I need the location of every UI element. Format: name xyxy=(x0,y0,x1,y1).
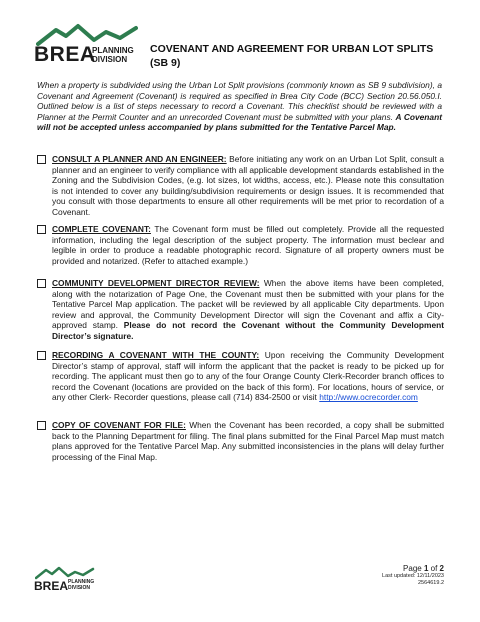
logo-brea-text: BREA xyxy=(34,43,96,66)
document-footer xyxy=(34,566,446,606)
item-text: When the above items have been completed, along with the notarization of Page One, the Covenant must then be submitted with your plans for the Tentative Parcel Map application. The packet will be reviewed by all applicable City departments. Upon review and approval, the Community Development Director will sign the Covenant and affix a City-approved stamp. xyxy=(52,278,444,331)
footer-division-text xyxy=(68,579,94,591)
page-total: 2 xyxy=(439,564,444,573)
footer-sub-line-1: PLANNING xyxy=(68,579,95,585)
of-word: of xyxy=(430,564,438,573)
intro-text: When a property is subdivided using the Urban Lot Split provisions (commonly known as SB 9 subdivision), a Covenant and Agreement (Covenant) is required as specified in Brea City Code (BCC) Section 20.56.050.I. Outlined below is a list of steps necessary to record a Covenant. This checklist should be reviewed with a Planner at the Permit Counter and an unrecorded Covenant must be submitted with your plans. xyxy=(37,80,442,122)
logo-sub-line-1: PLANNING xyxy=(92,46,134,55)
title-line-2: (SB 9) xyxy=(150,57,181,69)
logo-sub-line-2: DIVISION xyxy=(92,55,128,64)
item-title: COPY OF COVENANT FOR FILE: xyxy=(52,420,186,430)
page-word: Page xyxy=(403,564,422,573)
checkbox[interactable] xyxy=(37,155,46,164)
checklist-item-director-review xyxy=(37,278,444,342)
item-title: RECORDING A COVENANT WITH THE COUNTY: xyxy=(52,350,260,360)
last-updated: Last updated: 12/11/2023 xyxy=(382,573,444,579)
ocrecorder-link[interactable]: http://www.ocrecorder.com xyxy=(319,392,418,403)
checklist-item-complete-covenant xyxy=(37,224,444,266)
page-num: 1 xyxy=(423,564,429,573)
page-number xyxy=(382,564,444,573)
title-line-1: COVENANT AND AGREEMENT FOR URBAN LOT SPLITS xyxy=(150,43,434,55)
checkbox[interactable] xyxy=(37,225,46,234)
footer-brea-text: BREA xyxy=(34,579,69,593)
footer-sub-line-2: DIVISION xyxy=(68,585,90,591)
footer-logo xyxy=(34,566,114,596)
intro-paragraph xyxy=(37,80,442,133)
item-title: CONSULT A PLANNER AND AN ENGINEER: xyxy=(52,154,227,164)
doc-id: 2564619.2 xyxy=(418,580,444,586)
item-title: COMMUNITY DEVELOPMENT DIRECTOR REVIEW: xyxy=(52,278,260,288)
checkbox[interactable] xyxy=(37,279,46,288)
document-title xyxy=(150,42,433,70)
item-title: COMPLETE COVENANT: xyxy=(52,224,151,234)
item-text: Before initiating any work on an Urban Lot Split, consult a planner and an engineer to verify compliance with all applicable development standards established in the Zoning and the Subdivision Codes, (e.g. lot sizes, lot widths, access, etc.). Please note this consultation is not intended to cover any building/subdivision requirements or design issues. It is recommended that you consult with those departments to ensure all other requirements will be met prior to recordation of a Covenant. xyxy=(52,154,445,217)
checkbox[interactable] xyxy=(37,421,46,430)
brea-planning-logo xyxy=(34,22,144,74)
item-text: The Covenant form must be filled out completely. Provide all the requested information, including the legal description of the subject property. The information must beclear and legible in order to produce a readable photographic record. Signature of all property owners must be provided and notarized. (Refer to attached example.) xyxy=(52,224,444,266)
page-info xyxy=(382,564,444,587)
checklist-item-consult xyxy=(37,154,444,218)
checklist-item-recording xyxy=(37,350,444,403)
checklist-item-copy-for-file xyxy=(37,420,444,462)
logo-division-text xyxy=(92,46,134,64)
mountain-logo-icon xyxy=(35,566,95,580)
intro-bold-text: A Covenant will not be accepted unless accompanied by plans submitted for the Tentative Parcel Map. xyxy=(37,111,442,133)
document-header xyxy=(34,22,454,74)
checkbox[interactable] xyxy=(37,351,46,360)
item-text: Upon receiving the Community Development Director’s stamp of approval, staff will inform the applicant that the packet is ready to be picked up for recording. The applicant must then go to any of the four Orange County Clerk-Recorder branch offices to record the Covenant (locations are provided on the back of this form). For locations, hours of service, or any other Clerk- Recorder questions, please call (714) 834-2500 or visit xyxy=(52,350,445,403)
item-text: When the Covenant has been recorded, a copy shall be submitted back to the Planning Department for filing. The final plans submitted for the Final Parcel Map must match plans approved for the Tentative Parcel Map. Any submitted inconsistencies in the plans will delay further processing of the Final Map. xyxy=(52,420,444,462)
item-bold-text: Please do not record the Covenant without the Community Development Director’s signature. xyxy=(52,320,445,341)
